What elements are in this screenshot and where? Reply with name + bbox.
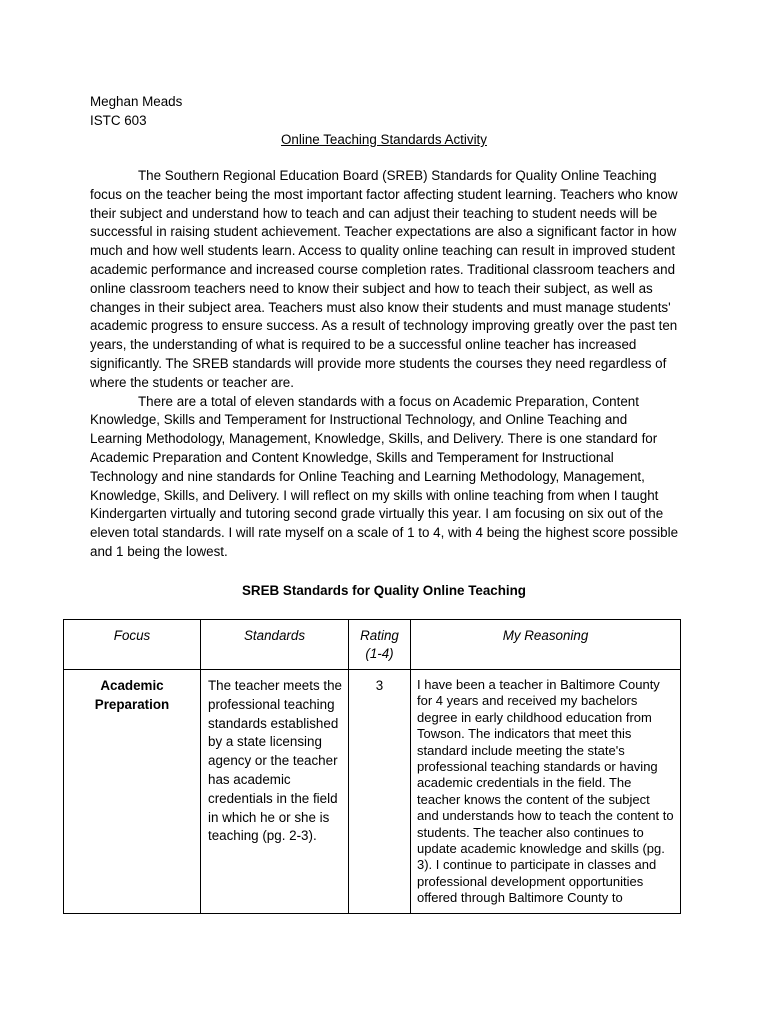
header-rating: Rating (1-4) [349, 620, 411, 670]
paragraph-standards-overview: There are a total of eleven standards with a focus on Academic Preparation, Content Knowledge, Skills and Temperament for Instructional Technology, and Online Teaching and Learning Methodology, Management, Knowledge, Skills, and Delivery. There is one standard for Academic Preparation and Content Knowledge, Skills and Temperament for Instructional Technology and nine standards for Online Teaching and Learning Methodology, Management, Knowledge, Skills, and Delivery. I will reflect on my skills with online teaching from when I taught Kindergarten virtually and tutoring second grade virtually this year. I am focusing on six out of the eleven total standards. I will rate myself on a scale of 1 to 4, with 4 being the highest score possible and 1 being the lowest. [90, 393, 679, 559]
header-reasoning: My Reasoning [411, 620, 681, 670]
body-text [90, 167, 680, 562]
reasoning-cell: I have been a teacher in Baltimore County for 4 years and received my bachelors degree in early childhood education from Towson. The indicators that meet this standard include meeting the state's professional teaching standards or having academic credentials in the field. The teacher knows the content of the subject and understands how to teach the content to students. The teacher also continues to update academic knowledge and skills (pg. 3). I continue to participate in classes and professional development opportunities offered through Baltimore County to [411, 670, 681, 914]
document-title: Online Teaching Standards Activity [281, 132, 487, 147]
standards-table [63, 619, 681, 914]
header-focus: Focus [64, 620, 201, 670]
course-code: ISTC 603 [90, 113, 147, 128]
header-standards: Standards [201, 620, 349, 670]
table-title: SREB Standards for Quality Online Teaching [242, 583, 526, 598]
table-row [64, 670, 681, 914]
table-header-row [64, 620, 681, 670]
author-name: Meghan Meads [90, 94, 183, 109]
rating-cell: 3 [349, 670, 411, 914]
paragraph-intro: The Southern Regional Education Board (SREB) Standards for Quality Online Teaching focus on the teacher being the most important factor affecting student learning. Teachers who know their subject and understand how to teach and can adjust their teaching to student needs will be successful in raising student achievement. Teacher expectations are also a significant factor in how much and how well students learn. Access to quality online teaching can result in improved student academic performance and increased course completion rates. Traditional classroom teachers and online classroom teachers need to know their subject and how to teach their subject, as well as changes in their subject area. Teachers must also know their students and must manage students' academic progress to ensure success. As a result of technology improving greatly over the past ten years, the understanding of what is required to be a successful online teacher has increased significantly. The SREB standards will provide more students the courses they need regardless of where the students or teacher are. [90, 168, 678, 390]
focus-cell: Academic Preparation [64, 670, 201, 914]
standard-cell: The teacher meets the professional teaching standards established by a state licensing agency or the teacher has academic credentials in the field in which he or she is teaching (pg. 2-3). [201, 670, 349, 914]
